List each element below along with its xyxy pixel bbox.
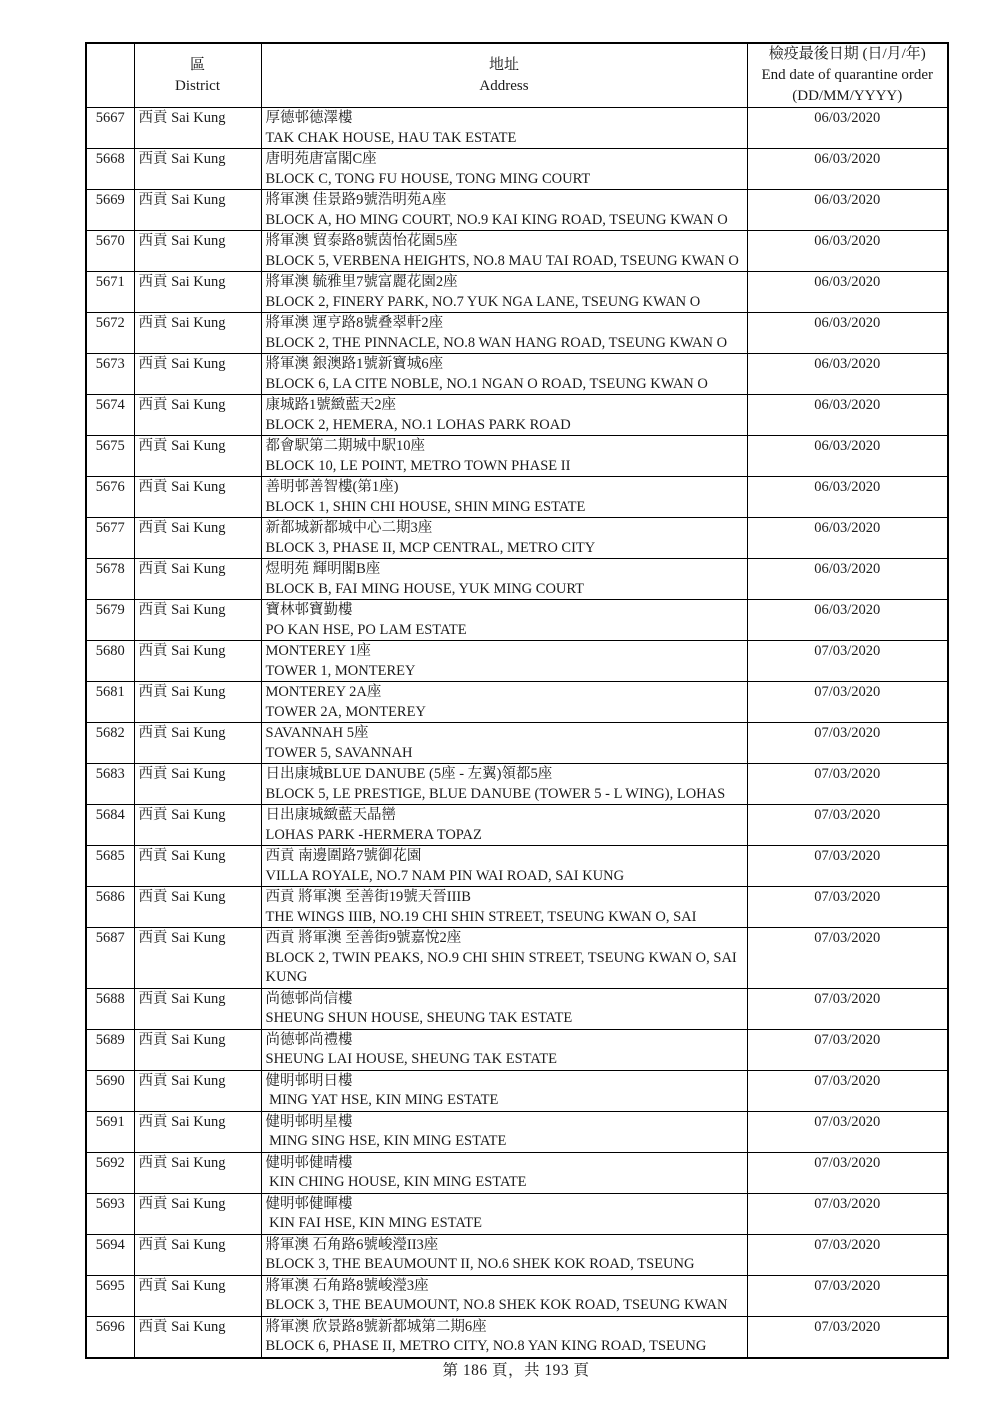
district-cell: 西貢 Sai Kung	[134, 1275, 261, 1316]
address-cell	[261, 395, 747, 436]
district-cell: 西貢 Sai Kung	[134, 1111, 261, 1152]
quarantine-end-date-cell: 06/03/2020	[747, 231, 948, 272]
address-line: KIN CHING HOUSE, KIN MING ESTATE	[265, 1174, 527, 1190]
district-cell: 西貢 Sai Kung	[134, 149, 261, 190]
address-cell	[261, 764, 747, 805]
address-cell	[261, 108, 747, 149]
row-number-cell: 5678	[86, 559, 134, 600]
quarantine-end-date-cell: 07/03/2020	[747, 805, 948, 846]
address-line: 將軍澳 銀澳路1號新寶城6座	[265, 356, 444, 372]
quarantine-end-date-cell: 07/03/2020	[747, 682, 948, 723]
address-line: 將軍澳 佳景路9號浩明苑A座	[265, 192, 447, 208]
district-cell: 西貢 Sai Kung	[134, 436, 261, 477]
district-cell: 西貢 Sai Kung	[134, 641, 261, 682]
table-row	[86, 436, 948, 477]
district-cell: 西貢 Sai Kung	[134, 764, 261, 805]
table-row	[86, 723, 948, 764]
address-line: BLOCK 2, FINERY PARK, NO.7 YUK NGA LANE, TSEUNG KWAN O	[265, 293, 701, 310]
address-line: 健明邨健暉樓	[265, 1195, 353, 1212]
quarantine-end-date-cell: 07/03/2020	[747, 1029, 948, 1070]
address-cell	[261, 354, 747, 395]
district-cell: 西貢 Sai Kung	[134, 1193, 261, 1234]
quarantine-end-date-cell: 07/03/2020	[747, 1111, 948, 1152]
address-line: MONTEREY 2A座	[265, 684, 382, 700]
table-row	[86, 149, 948, 190]
address-line: SHEUNG SHUN HOUSE, SHEUNG TAK ESTATE	[265, 1010, 573, 1026]
district-cell: 西貢 Sai Kung	[134, 231, 261, 272]
district-cell: 西貢 Sai Kung	[134, 518, 261, 559]
date-header-zh: 檢疫最後日期 (日/月/年)	[768, 46, 926, 62]
address-cell	[261, 1234, 747, 1275]
row-number-cell: 5695	[86, 1275, 134, 1316]
quarantine-end-date-cell: 06/03/2020	[747, 272, 948, 313]
address-cell	[261, 149, 747, 190]
address-cell	[261, 1275, 747, 1316]
address-cell	[261, 1070, 747, 1111]
address-line: BLOCK 10, LE POINT, METRO TOWN PHASE II	[265, 457, 571, 474]
quarantine-end-date-cell: 07/03/2020	[747, 1275, 948, 1316]
address-line: 日出康城緻藍天晶巒	[265, 807, 396, 823]
table-body	[86, 108, 948, 1358]
address-line: LOHAS PARK -HERMERA TOPAZ	[265, 826, 482, 843]
row-number-cell: 5690	[86, 1070, 134, 1111]
row-number-cell: 5691	[86, 1111, 134, 1152]
row-number-cell: 5686	[86, 887, 134, 928]
table-row	[86, 1234, 948, 1275]
address-line: BLOCK A, HO MING COURT, NO.9 KAI KING ROAD, TSEUNG KWAN O	[265, 211, 728, 228]
address-cell	[261, 846, 747, 887]
address-line: MING YAT HSE, KIN MING ESTATE	[265, 1092, 499, 1108]
table-row	[86, 641, 948, 682]
address-line: THE WINGS IIIB, NO.19 CHI SHIN STREET, TSEUNG KWAN O, SAI	[265, 908, 697, 925]
address-line: 將軍澳 石角路6號峻瀅II3座	[265, 1236, 439, 1253]
address-cell	[261, 887, 747, 928]
address-line: 西貢 南邊圍路7號御花園	[265, 848, 422, 864]
address-header-en: Address	[479, 77, 529, 94]
district-cell: 西貢 Sai Kung	[134, 1152, 261, 1193]
district-cell: 西貢 Sai Kung	[134, 1234, 261, 1275]
address-cell	[261, 928, 747, 989]
row-number-cell: 5683	[86, 764, 134, 805]
address-cell	[261, 272, 747, 313]
quarantine-end-date-cell: 07/03/2020	[747, 1316, 948, 1358]
table-row	[86, 764, 948, 805]
page-indicator: 第 186 頁，共 193 頁	[442, 1362, 590, 1379]
row-number-cell: 5671	[86, 272, 134, 313]
address-line: SAVANNAH 5座	[265, 725, 369, 741]
quarantine-end-date-cell: 06/03/2020	[747, 190, 948, 231]
district-cell: 西貢 Sai Kung	[134, 477, 261, 518]
address-line: SHEUNG LAI HOUSE, SHEUNG TAK ESTATE	[265, 1051, 557, 1067]
address-line: BLOCK 3, THE BEAUMOUNT, NO.8 SHEK KOK ROAD, TSEUNG KWAN	[265, 1297, 728, 1313]
address-cell	[261, 600, 747, 641]
table-row	[86, 1152, 948, 1193]
row-number-cell: 5681	[86, 682, 134, 723]
address-cell	[261, 231, 747, 272]
row-number-cell: 5692	[86, 1152, 134, 1193]
quarantine-end-date-cell: 06/03/2020	[747, 149, 948, 190]
address-line: BLOCK 3, PHASE II, MCP CENTRAL, METRO CITY	[265, 539, 596, 556]
district-header-zh: 區	[189, 56, 205, 73]
row-number-cell: 5669	[86, 190, 134, 231]
table-row	[86, 1193, 948, 1234]
table-row	[86, 1275, 948, 1316]
table-row	[86, 395, 948, 436]
table-row	[86, 928, 948, 989]
address-cell	[261, 1111, 747, 1152]
table-row	[86, 1111, 948, 1152]
row-number-cell: 5672	[86, 313, 134, 354]
table-row	[86, 988, 948, 1029]
date-header-en: End date of quarantine order	[761, 67, 934, 83]
address-line: BLOCK 1, SHIN CHI HOUSE, SHIN MING ESTATE	[265, 498, 586, 515]
table-row	[86, 1070, 948, 1111]
table-row	[86, 313, 948, 354]
quarantine-end-date-cell: 06/03/2020	[747, 477, 948, 518]
address-line: 厚德邨德澤樓	[265, 110, 353, 126]
table-row	[86, 190, 948, 231]
address-line: BLOCK B, FAI MING HOUSE, YUK MING COURT	[265, 580, 585, 597]
row-number-cell: 5687	[86, 928, 134, 989]
address-cell	[261, 723, 747, 764]
address-line: PO KAN HSE, PO LAM ESTATE	[265, 621, 467, 638]
address-line: BLOCK 5, LE PRESTIGE, BLUE DANUBE (TOWER 5 - L WING), LOHAS	[265, 785, 726, 802]
row-number-cell: 5680	[86, 641, 134, 682]
table-row	[86, 682, 948, 723]
address-line: 健明邨明星樓	[265, 1113, 353, 1130]
district-cell: 西貢 Sai Kung	[134, 846, 261, 887]
district-cell: 西貢 Sai Kung	[134, 559, 261, 600]
address-line: BLOCK 2, TWIN PEAKS, NO.9 CHI SHIN STREET, TSEUNG KWAN O, SAI	[265, 949, 737, 966]
row-number-cell: 5682	[86, 723, 134, 764]
table-header	[86, 43, 948, 108]
row-number-cell: 5673	[86, 354, 134, 395]
row-number-cell: 5693	[86, 1193, 134, 1234]
address-line: MING SING HSE, KIN MING ESTATE	[265, 1133, 507, 1149]
table-row	[86, 272, 948, 313]
address-line: BLOCK 6, PHASE II, METRO CITY, NO.8 YAN KING ROAD, TSEUNG	[265, 1338, 707, 1354]
table-row	[86, 559, 948, 600]
header-cell-number	[86, 43, 134, 108]
address-line: 西貢 將軍澳 至善街19號天晉IIIB	[265, 889, 471, 905]
district-cell: 西貢 Sai Kung	[134, 600, 261, 641]
header-cell-date	[747, 43, 948, 108]
table-row	[86, 600, 948, 641]
district-cell: 西貢 Sai Kung	[134, 928, 261, 989]
address-line: 將軍澳 運亨路8號叠翠軒2座	[265, 315, 444, 331]
address-cell	[261, 313, 747, 354]
row-number-cell: 5677	[86, 518, 134, 559]
address-cell	[261, 559, 747, 600]
table-row	[86, 354, 948, 395]
address-header-zh: 地址	[488, 56, 519, 73]
address-line: 善明邨善智樓(第1座)	[265, 479, 399, 495]
row-number-cell: 5667	[86, 108, 134, 149]
address-line: BLOCK 2, THE PINNACLE, NO.8 WAN HANG ROAD, TSEUNG KWAN O	[265, 334, 728, 351]
quarantine-end-date-cell: 06/03/2020	[747, 436, 948, 477]
table-row	[86, 846, 948, 887]
address-cell	[261, 641, 747, 682]
district-cell: 西貢 Sai Kung	[134, 988, 261, 1029]
row-number-cell: 5696	[86, 1316, 134, 1358]
table-row	[86, 477, 948, 518]
address-line: MONTEREY 1座	[265, 643, 371, 659]
address-line: 將軍澳 欣景路8號新都城第二期6座	[265, 1318, 487, 1335]
row-number-cell: 5689	[86, 1029, 134, 1070]
quarantine-end-date-cell: 07/03/2020	[747, 1070, 948, 1111]
address-line: BLOCK 6, LA CITE NOBLE, NO.1 NGAN O ROAD, TSEUNG KWAN O	[265, 375, 708, 392]
address-line: 煜明苑 輝明閣B座	[265, 561, 381, 577]
row-number-cell: 5694	[86, 1234, 134, 1275]
address-line: TOWER 1, MONTEREY	[265, 662, 416, 679]
address-line: KIN FAI HSE, KIN MING ESTATE	[265, 1215, 482, 1231]
quarantine-end-date-cell: 07/03/2020	[747, 1193, 948, 1234]
address-cell	[261, 988, 747, 1029]
district-cell: 西貢 Sai Kung	[134, 1029, 261, 1070]
address-line: 健明邨明日樓	[265, 1072, 353, 1089]
address-line: 都會駅第二期城中駅10座	[265, 438, 425, 454]
quarantine-end-date-cell: 07/03/2020	[747, 887, 948, 928]
quarantine-end-date-cell: 06/03/2020	[747, 313, 948, 354]
address-line: BLOCK 3, THE BEAUMOUNT II, NO.6 SHEK KOK ROAD, TSEUNG	[265, 1256, 695, 1272]
quarantine-end-date-cell: 06/03/2020	[747, 518, 948, 559]
address-line: 將軍澳 毓雅里7號富麗花園2座	[265, 274, 458, 290]
address-line: 新都城新都城中心二期3座	[265, 520, 433, 536]
header-cell-address	[261, 43, 747, 108]
district-cell: 西貢 Sai Kung	[134, 395, 261, 436]
district-cell: 西貢 Sai Kung	[134, 108, 261, 149]
address-cell	[261, 1193, 747, 1234]
district-header-en: District	[175, 77, 220, 94]
address-line: BLOCK 2, HEMERA, NO.1 LOHAS PARK ROAD	[265, 416, 571, 433]
address-cell	[261, 805, 747, 846]
district-cell: 西貢 Sai Kung	[134, 272, 261, 313]
address-line: 西貢 將軍澳 至善街9號嘉悅2座	[265, 930, 462, 946]
quarantine-end-date-cell: 07/03/2020	[747, 641, 948, 682]
quarantine-end-date-cell: 07/03/2020	[747, 723, 948, 764]
quarantine-end-date-cell: 07/03/2020	[747, 988, 948, 1029]
district-cell: 西貢 Sai Kung	[134, 313, 261, 354]
row-number-cell: 5688	[86, 988, 134, 1029]
quarantine-end-date-cell: 07/03/2020	[747, 764, 948, 805]
table-row	[86, 108, 948, 149]
address-line: 寶林邨寶勤樓	[265, 602, 353, 618]
address-line: BLOCK 5, VERBENA HEIGHTS, NO.8 MAU TAI ROAD, TSEUNG KWAN O	[265, 252, 739, 269]
table-row	[86, 518, 948, 559]
quarantine-end-date-cell: 06/03/2020	[747, 559, 948, 600]
address-line: KUNG	[265, 969, 308, 985]
district-cell: 西貢 Sai Kung	[134, 190, 261, 231]
address-line: 日出康城BLUE DANUBE (5座 - 左翼)領都5座	[265, 766, 553, 782]
quarantine-end-date-cell: 07/03/2020	[747, 1234, 948, 1275]
table-row	[86, 1316, 948, 1358]
district-cell: 西貢 Sai Kung	[134, 887, 261, 928]
table-row	[86, 231, 948, 272]
quarantine-end-date-cell: 07/03/2020	[747, 1152, 948, 1193]
district-cell: 西貢 Sai Kung	[134, 1070, 261, 1111]
quarantine-end-date-cell: 06/03/2020	[747, 600, 948, 641]
address-line: 唐明苑唐富閣C座	[265, 151, 377, 167]
quarantine-end-date-cell: 07/03/2020	[747, 928, 948, 989]
address-line: 康城路1號緻藍天2座	[265, 397, 396, 413]
address-line: 尚德邨尚禮樓	[265, 1031, 353, 1048]
date-header-format: (DD/MM/YYYY)	[792, 88, 903, 104]
district-cell: 西貢 Sai Kung	[134, 1316, 261, 1358]
address-cell	[261, 1152, 747, 1193]
address-cell	[261, 436, 747, 477]
row-number-cell: 5670	[86, 231, 134, 272]
quarantine-end-date-cell: 06/03/2020	[747, 395, 948, 436]
row-number-cell: 5668	[86, 149, 134, 190]
header-row	[86, 43, 948, 108]
address-cell	[261, 682, 747, 723]
table-row	[86, 887, 948, 928]
address-cell	[261, 190, 747, 231]
quarantine-end-date-cell: 07/03/2020	[747, 846, 948, 887]
table-row	[86, 805, 948, 846]
row-number-cell: 5676	[86, 477, 134, 518]
address-line: VILLA ROYALE, NO.7 NAM PIN WAI ROAD, SAI KUNG	[265, 867, 625, 884]
address-line: 健明邨健晴樓	[265, 1154, 353, 1171]
table-row	[86, 1029, 948, 1070]
address-line: 尚德邨尚信樓	[265, 990, 353, 1007]
address-line: BLOCK C, TONG FU HOUSE, TONG MING COURT	[265, 170, 591, 187]
district-cell: 西貢 Sai Kung	[134, 723, 261, 764]
address-line: TAK CHAK HOUSE, HAU TAK ESTATE	[265, 129, 517, 146]
address-cell	[261, 518, 747, 559]
quarantine-table	[85, 42, 949, 1359]
address-cell	[261, 1029, 747, 1070]
row-number-cell: 5675	[86, 436, 134, 477]
address-line: TOWER 5, SAVANNAH	[265, 744, 413, 761]
district-cell: 西貢 Sai Kung	[134, 354, 261, 395]
quarantine-end-date-cell: 06/03/2020	[747, 108, 948, 149]
district-cell: 西貢 Sai Kung	[134, 805, 261, 846]
district-cell: 西貢 Sai Kung	[134, 682, 261, 723]
quarantine-end-date-cell: 06/03/2020	[747, 354, 948, 395]
address-line: 將軍澳 貿泰路8號茵怡花園5座	[265, 233, 458, 249]
row-number-cell: 5684	[86, 805, 134, 846]
address-line: TOWER 2A, MONTEREY	[265, 703, 426, 720]
address-cell	[261, 477, 747, 518]
row-number-cell: 5674	[86, 395, 134, 436]
header-cell-district	[134, 43, 261, 108]
address-line: 將軍澳 石角路8號峻瀅3座	[265, 1277, 429, 1294]
address-cell	[261, 1316, 747, 1358]
row-number-cell: 5685	[86, 846, 134, 887]
row-number-cell: 5679	[86, 600, 134, 641]
